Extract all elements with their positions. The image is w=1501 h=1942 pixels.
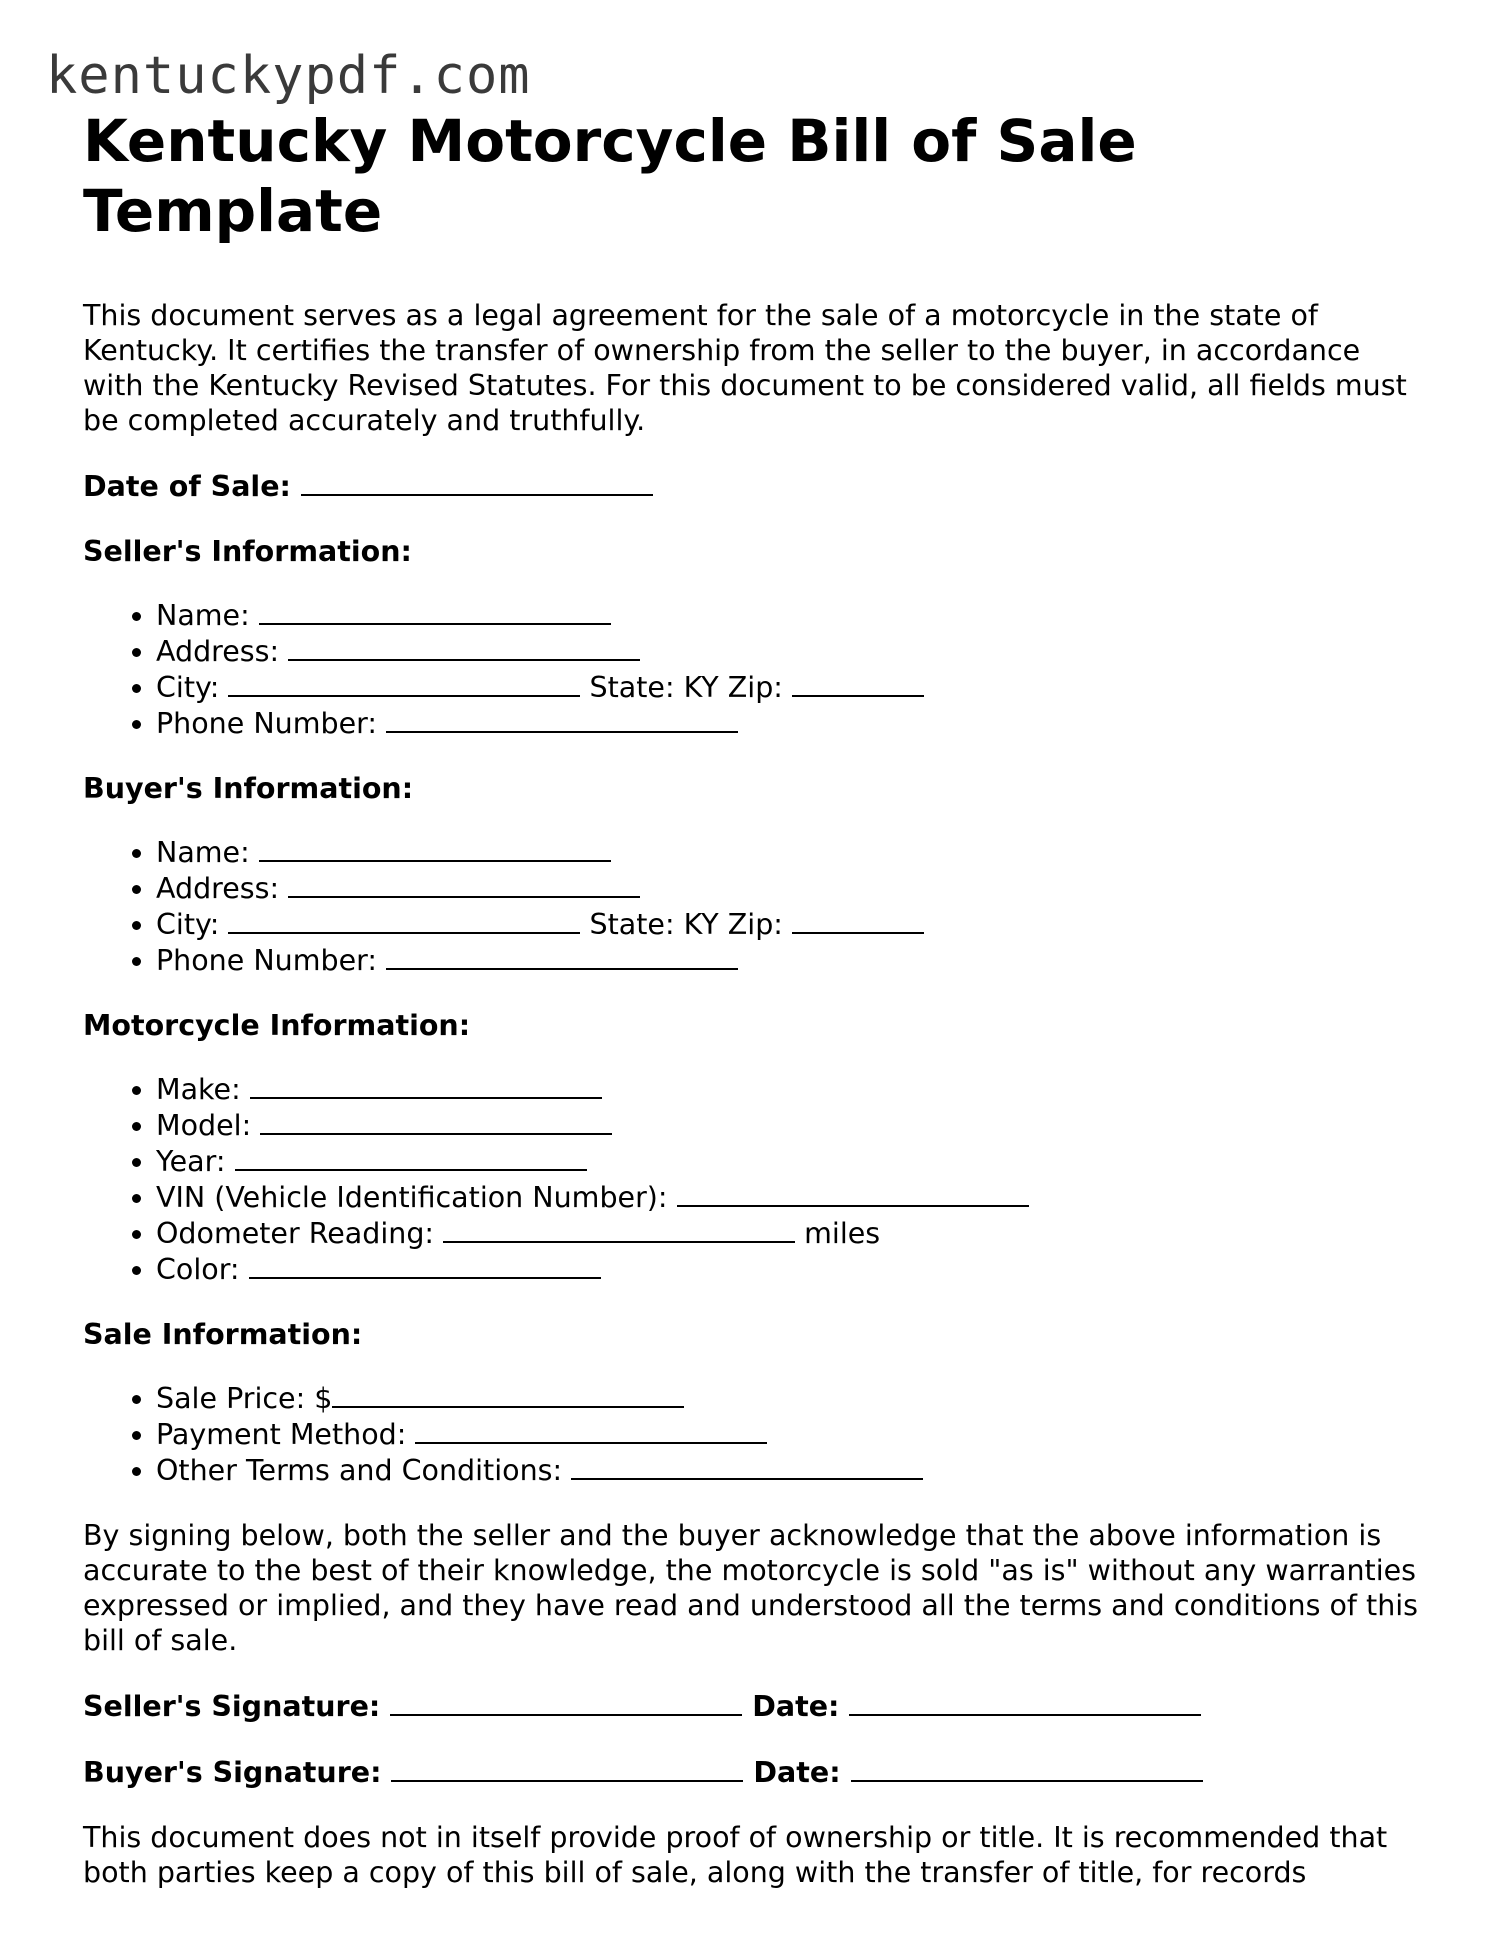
motorcycle-odometer-field[interactable] [443, 1215, 795, 1243]
acknowledgement-paragraph: By signing below, both the seller and the buyer acknowledge that the above information is accurate to the best of their knowledge, the motorcycle is sold "as is" without any warranties expressed or implied, and they have read and understood all the terms and conditions of this bill of sale. [83, 1519, 1419, 1657]
motorcycle-vin-item [156, 1179, 1423, 1215]
motorcycle-vin-field[interactable] [677, 1179, 1029, 1207]
footer-paragraph: This document does not in itself provide proof of ownership or title. It is recommended that both parties keep a copy of this bill of sale, along with the transfer of title, for records [83, 1821, 1388, 1889]
other-terms-label: Other Terms and Conditions: [156, 1454, 563, 1487]
seller-address-field[interactable] [288, 633, 640, 661]
motorcycle-vin-label: VIN (Vehicle Identification Number): [156, 1181, 668, 1214]
payment-method-label: Payment Method: [156, 1418, 407, 1451]
seller-signature-field[interactable] [390, 1688, 742, 1716]
motorcycle-color-item [156, 1251, 1423, 1287]
sale-price-item [156, 1380, 1423, 1416]
seller-name-item [156, 597, 1423, 633]
seller-city-label: City: [156, 671, 220, 704]
motorcycle-info-list [83, 1071, 1423, 1287]
seller-date-field[interactable] [849, 1688, 1201, 1716]
buyer-signature-field[interactable] [391, 1754, 743, 1782]
seller-signature-row [83, 1688, 1423, 1724]
buyer-address-label: Address: [156, 872, 280, 905]
sale-info-list [83, 1380, 1423, 1488]
buyer-name-label: Name: [156, 836, 250, 869]
document-body [83, 106, 1423, 1890]
buyer-city-label: City: [156, 908, 220, 941]
seller-city-item [156, 669, 1423, 705]
seller-state-zip-label: State: KY Zip: [589, 671, 783, 704]
seller-heading: Seller's Information: [83, 535, 412, 568]
page-title: Kentucky Motorcycle Bill of Sale Template [83, 107, 1137, 245]
seller-address-label: Address: [156, 635, 280, 668]
intro-paragraph: This document serves as a legal agreement for the sale of a motorcycle in the state of Kentucky. It certifies the transfer of ownership from the seller to the buyer, in accordance with the Kentucky Revised Statutes. For this document to be considered valid, all fields must be completed accurately and truthfully. [83, 299, 1407, 437]
buyer-date-field[interactable] [851, 1754, 1203, 1782]
seller-phone-label: Phone Number: [156, 707, 377, 740]
motorcycle-model-field[interactable] [260, 1107, 612, 1135]
buyer-address-field[interactable] [288, 870, 640, 898]
buyer-signature-label: Buyer's Signature: [83, 1756, 382, 1789]
other-terms-item [156, 1452, 1423, 1488]
payment-method-field[interactable] [415, 1416, 767, 1444]
seller-info-list [83, 597, 1423, 741]
date-of-sale-row [83, 468, 1423, 504]
motorcycle-color-field[interactable] [249, 1251, 601, 1279]
seller-zip-field[interactable] [792, 669, 924, 697]
motorcycle-year-item [156, 1143, 1423, 1179]
motorcycle-color-label: Color: [156, 1253, 240, 1286]
motorcycle-make-label: Make: [156, 1073, 241, 1106]
seller-name-field[interactable] [259, 597, 611, 625]
seller-name-label: Name: [156, 599, 250, 632]
buyer-phone-field[interactable] [386, 942, 738, 970]
motorcycle-odometer-label: Odometer Reading: [156, 1217, 435, 1250]
sale-heading: Sale Information: [83, 1318, 363, 1351]
seller-address-item [156, 633, 1423, 669]
buyer-state-zip-label: State: KY Zip: [589, 908, 783, 941]
motorcycle-model-label: Model: [156, 1109, 252, 1142]
buyer-name-item [156, 834, 1423, 870]
other-terms-field[interactable] [571, 1452, 923, 1480]
motorcycle-make-item [156, 1071, 1423, 1107]
buyer-city-item [156, 906, 1423, 942]
seller-city-field[interactable] [228, 669, 580, 697]
watermark-text: kentuckypdf.com [46, 46, 531, 106]
motorcycle-heading: Motorcycle Information: [83, 1009, 471, 1042]
buyer-info-list [83, 834, 1423, 978]
buyer-signature-row [83, 1754, 1423, 1790]
buyer-address-item [156, 870, 1423, 906]
buyer-name-field[interactable] [259, 834, 611, 862]
buyer-date-label: Date: [753, 1756, 841, 1789]
motorcycle-odometer-item [156, 1215, 1423, 1251]
motorcycle-model-item [156, 1107, 1423, 1143]
motorcycle-make-field[interactable] [250, 1071, 602, 1099]
buyer-heading: Buyer's Information: [83, 772, 414, 805]
payment-method-item [156, 1416, 1423, 1452]
date-of-sale-field[interactable] [301, 468, 653, 496]
motorcycle-year-field[interactable] [235, 1143, 587, 1171]
buyer-phone-item [156, 942, 1423, 978]
sale-price-field[interactable] [332, 1380, 684, 1408]
sale-price-label: Sale Price: $ [156, 1382, 333, 1415]
seller-date-label: Date: [752, 1690, 840, 1723]
motorcycle-odometer-unit: miles [804, 1217, 881, 1250]
motorcycle-year-label: Year: [156, 1145, 226, 1178]
seller-phone-item [156, 705, 1423, 741]
buyer-phone-label: Phone Number: [156, 944, 377, 977]
buyer-zip-field[interactable] [792, 906, 924, 934]
date-of-sale-label: Date of Sale: [83, 470, 291, 503]
seller-signature-label: Seller's Signature: [83, 1690, 381, 1723]
seller-phone-field[interactable] [386, 705, 738, 733]
buyer-city-field[interactable] [228, 906, 580, 934]
